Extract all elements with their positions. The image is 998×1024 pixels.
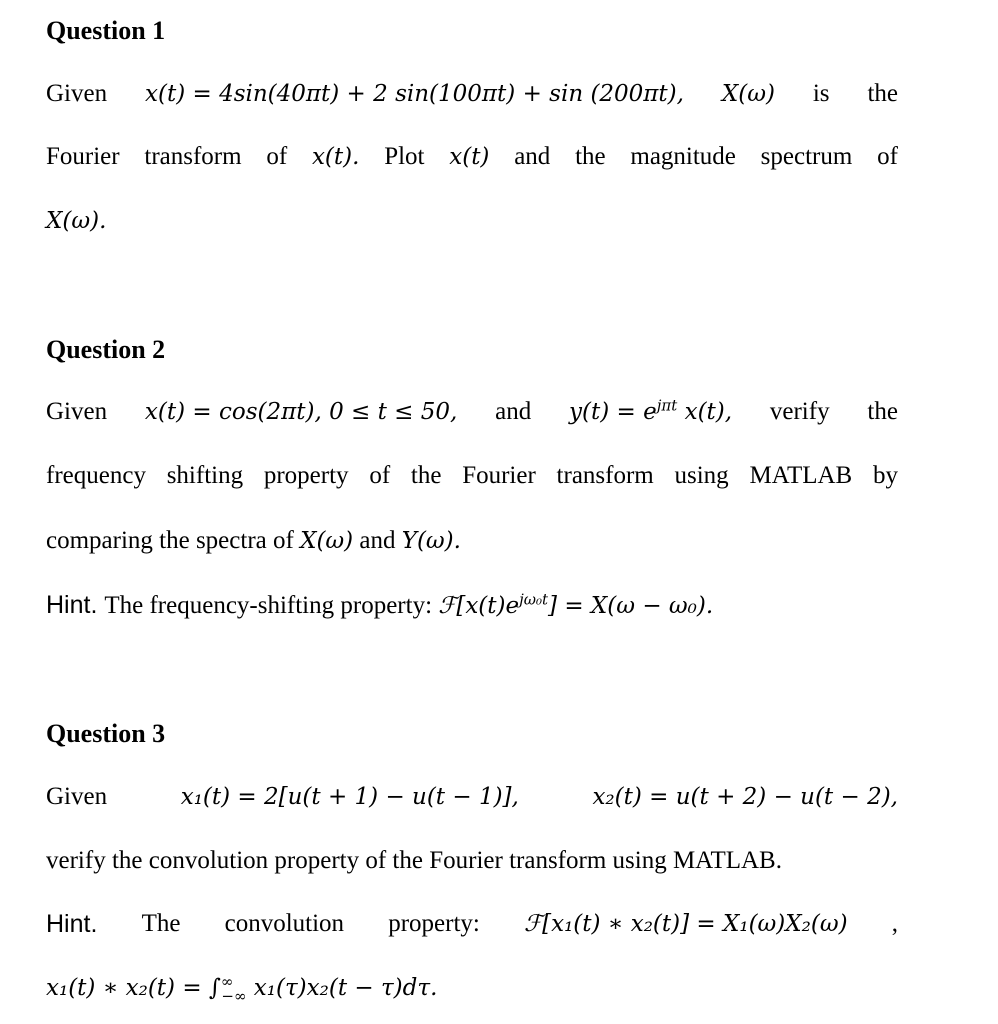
- q3-x1-equation: x₁(t) = 2[u(t + 1) − u(t − 1)],: [180, 784, 519, 810]
- q2-line-3: [46, 525, 898, 557]
- q1-l1-w1: Given: [46, 80, 108, 107]
- q1-line-2: [46, 141, 898, 173]
- q2-l2-w5: the: [410, 462, 442, 489]
- q2-l3-X: X(ω): [300, 528, 354, 554]
- q3-conv-equation: [46, 972, 438, 1005]
- q2-l2-w9: MATLAB: [749, 462, 853, 489]
- q2-l3-w1: comparing the spectra of: [46, 527, 294, 554]
- q2-line-2: [46, 460, 898, 492]
- q1-l2-w3: of: [266, 143, 288, 170]
- q2-hint-equation: [438, 590, 714, 619]
- q2-l2-w7: transform: [556, 462, 654, 489]
- q3-hint-label: Hint.: [46, 910, 98, 938]
- q2-hint-label: Hint.: [46, 591, 105, 619]
- q2-heading: Question 2: [46, 335, 166, 364]
- q1-line-1: [46, 78, 898, 110]
- q2-l1-w2: and: [495, 398, 532, 425]
- q3-line-2: verify the convolution property of the Fourier transform using MATLAB.: [46, 847, 782, 874]
- q1-l2-w5: and: [514, 143, 551, 170]
- q1-line-3: [46, 205, 898, 237]
- q1-l1-w2: is: [812, 80, 830, 107]
- q3-hint-comma: ,: [891, 910, 898, 937]
- q2-l1-w4: the: [867, 398, 898, 425]
- q2-hint-text: The frequency-shifting property:: [104, 592, 439, 619]
- q2-y-rhs: x(t),: [677, 399, 733, 425]
- q1-l2-w2: transform: [144, 143, 242, 170]
- q3-conv-eq-a: x₁(t) ∗ x₂(t) = ∫: [46, 975, 221, 1001]
- q1-l2-x2: x(t): [449, 144, 490, 170]
- q1-l2-w7: magnitude: [630, 143, 736, 170]
- q3-conv-upper-limit: ∞: [220, 972, 234, 991]
- q1-l2-x: x(t).: [311, 144, 360, 170]
- q1-l3-X: X(ω).: [46, 208, 107, 234]
- q2-hint-eq-a: ℱ[x(t)e: [438, 593, 520, 619]
- q3-heading: Question 3: [46, 719, 166, 748]
- q3-hint-w3: property:: [388, 910, 480, 937]
- q2-hint-exponent: jω₀t: [519, 590, 549, 609]
- q1-l2-w1: Fourier: [46, 143, 120, 170]
- q1-l2-w8: spectrum: [760, 143, 853, 170]
- q2-x-equation: x(t) = cos(2πt), 0 ≤ t ≤ 50,: [144, 399, 458, 425]
- q1-signal-equation: x(t) = 4sin(40πt) + 2 sin(100πt) + sin (200πt),: [145, 81, 684, 107]
- q1-l2-w6: the: [575, 143, 606, 170]
- q2-y-equation: [569, 396, 732, 428]
- q1-l2-w4: Plot: [384, 143, 425, 170]
- q2-l2-w4: of: [369, 462, 391, 489]
- q1-X-omega: X(ω): [721, 81, 775, 107]
- q3-hint-equation: ℱ[x₁(t) ∗ x₂(t)] = X₁(ω)X₂(ω): [524, 911, 848, 937]
- q2-y-exponent: jπt: [656, 396, 678, 415]
- q2-l2-w3: property: [263, 462, 349, 489]
- q3-line-1: [46, 781, 898, 813]
- q2-l2-w2: shifting: [166, 462, 244, 489]
- q3-hint: [46, 908, 898, 940]
- q1-heading: Question 1: [46, 16, 166, 45]
- q2-l2-w6: Fourier: [462, 462, 536, 489]
- q3-conv-eq-b: x₁(τ)x₂(t − τ)dτ.: [246, 975, 438, 1001]
- q2-hint: [46, 589, 898, 622]
- q3-convolution-definition: [46, 972, 898, 1004]
- q3-conv-lower-limit: −∞: [221, 986, 247, 1005]
- q2-line-1: [46, 396, 898, 428]
- q3-l1-w1: Given: [46, 783, 108, 810]
- q2-l1-w1: Given: [46, 398, 108, 425]
- q3-x2-equation: x₂(t) = u(t + 2) − u(t − 2),: [592, 784, 898, 810]
- q2-l2-w8: using: [674, 462, 729, 489]
- q2-l3-w2: and: [359, 527, 396, 554]
- q1-l2-w9: of: [877, 143, 898, 170]
- q2-l2-w10: by: [872, 462, 898, 489]
- q1-l1-w3: the: [867, 80, 898, 107]
- q2-l2-w1: frequency: [46, 462, 146, 489]
- q3-hint-w2: convolution: [224, 910, 345, 937]
- q2-hint-eq-b: ] = X(ω − ω₀).: [548, 593, 714, 619]
- q2-l3-Y: Y(ω).: [401, 528, 461, 554]
- q3-hint-w1: The: [141, 910, 181, 937]
- q2-y-lhs: y(t) = e: [569, 399, 657, 425]
- q2-l1-w3: verify: [769, 398, 830, 425]
